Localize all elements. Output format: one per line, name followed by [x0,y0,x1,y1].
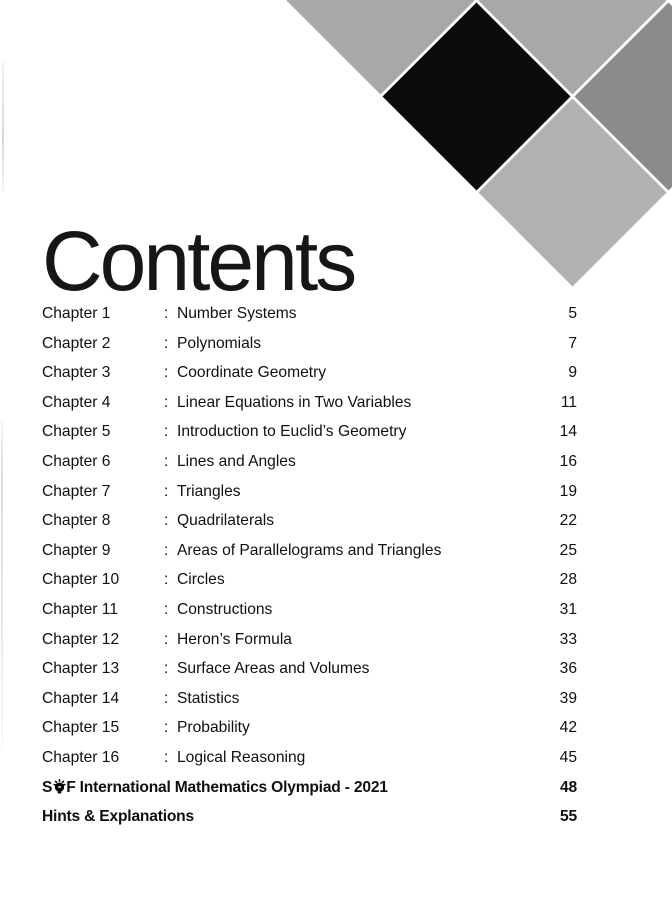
chapter-title: Coordinate Geometry [177,364,327,382]
chapter-title: Surface Areas and Volumes [177,660,370,678]
toc-row-chapter-15 [42,713,577,743]
colon-separator: : [164,571,169,589]
page-number: 55 [560,808,577,826]
chapter-label: Chapter 14 [42,689,120,707]
colon-separator: : [164,600,169,618]
scan-artifact-line-top [2,62,4,192]
chapter-title: Areas of Parallelograms and Triangles [177,541,442,559]
chapter-label: Chapter 12 [42,630,120,648]
colon-separator: : [164,748,169,766]
sof-suffix: F International Mathematics Olympiad - 2021 [66,778,388,796]
page-number: 19 [559,482,577,500]
chapter-title: Linear Equations in Two Variables [177,393,412,411]
sof-bulb-icon [53,779,66,794]
chapter-label: Chapter 16 [42,748,120,766]
chapter-label: Chapter 6 [42,452,111,470]
colon-separator: : [164,482,169,500]
colon-separator: : [164,719,169,737]
chapter-title: Number Systems [177,305,297,322]
page-number: 42 [559,719,577,737]
page-title: Contents [42,214,355,308]
page-number: 25 [559,541,577,559]
colon-separator: : [164,334,169,352]
toc-row-chapter-2 [42,329,577,359]
page-number: 9 [568,364,577,382]
chapter-title: Probability [177,719,250,737]
toc-row-chapter-13 [42,654,577,684]
colon-separator: : [164,452,169,470]
page-number: 16 [559,452,577,470]
colon-separator: : [164,393,169,411]
chapter-label: Chapter 13 [42,660,120,678]
page-number: 45 [559,748,577,766]
toc-list [42,299,577,832]
page-number: 5 [568,305,577,322]
chapter-title: Heron’s Formula [177,630,292,648]
chapter-label: Chapter 11 [42,600,118,618]
chapter-title: Circles [177,571,225,589]
page-number: 22 [559,512,577,530]
toc-row-chapter-10 [42,565,577,595]
colon-separator: : [164,305,169,322]
colon-separator: : [164,630,169,648]
chapter-title: Quadrilaterals [177,512,275,530]
chapter-label: Chapter 1 [42,305,111,322]
chapter-label: Chapter 3 [42,364,111,382]
chapter-label: Chapter 8 [42,512,111,530]
toc-row-chapter-12 [42,625,577,655]
toc-row-chapter-14 [42,684,577,714]
toc-row-chapter-11 [42,595,577,625]
page-number: 28 [559,571,577,589]
chapter-label: Chapter 4 [42,393,111,411]
page-number: 33 [559,630,577,648]
colon-separator: : [164,423,169,441]
page-number: 7 [568,334,577,352]
chapter-label: Chapter 5 [42,423,111,441]
toc-row-hints [42,802,577,832]
colon-separator: : [164,541,169,559]
scan-artifact-line-bottom [1,420,3,750]
sof-olympiad-label [42,773,545,803]
chapter-label: Chapter 15 [42,719,120,737]
toc-row-chapter-16 [42,743,577,773]
sof-prefix: S [42,778,53,796]
chapter-label: Chapter 2 [42,334,111,352]
chapter-title: Lines and Angles [177,452,296,470]
chapter-title: Polynomials [177,334,262,352]
chapter-title: Logical Reasoning [177,748,306,766]
colon-separator: : [164,689,169,707]
hints-label: Hints & Explanations [42,808,194,826]
toc-row-chapter-3 [42,358,577,388]
toc-row-chapter-8 [42,506,577,536]
toc-row-chapter-6 [42,447,577,477]
chapter-label: Chapter 9 [42,541,111,559]
toc-row-chapter-4 [42,388,577,418]
toc-row-sof-olympiad [42,773,577,803]
chapter-title: Triangles [177,482,241,500]
page-number: 31 [559,600,577,618]
toc-row-chapter-1 [42,299,577,329]
toc-row-chapter-5 [42,417,577,447]
colon-separator: : [164,512,169,530]
chapter-title: Constructions [177,600,273,618]
colon-separator: : [164,364,169,382]
page-number: 39 [559,689,577,707]
page-number: 48 [560,778,577,796]
toc-row-chapter-9 [42,536,577,566]
chapter-title: Statistics [177,689,240,707]
chapter-label: Chapter 10 [42,571,120,589]
page-number: 14 [559,423,577,441]
chapter-title: Introduction to Euclid’s Geometry [177,423,407,441]
chapter-label: Chapter 7 [42,482,111,500]
page-number: 36 [559,660,577,678]
page-number: 11 [560,393,577,411]
toc-row-chapter-7 [42,477,577,507]
colon-separator: : [164,660,169,678]
